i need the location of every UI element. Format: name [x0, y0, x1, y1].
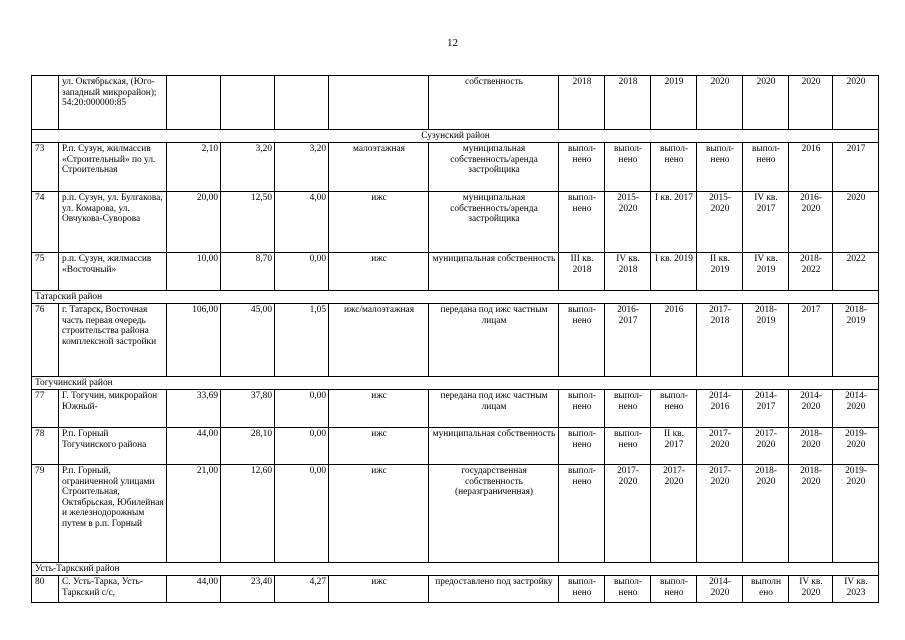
term-cell: 2018: [559, 76, 605, 130]
value-cell: [275, 76, 329, 130]
term-cell: I кв. 2019: [651, 253, 697, 291]
term-cell: 2020: [789, 76, 833, 130]
value-cell: 12,50: [221, 192, 275, 253]
ownership-cell: передана под ижс частным лицам: [429, 304, 559, 377]
term-cell: 2018-2020: [789, 428, 833, 465]
term-cell: 2018-2022: [789, 253, 833, 291]
term-cell: 2017: [833, 143, 879, 192]
land-plots-table: [31, 75, 879, 603]
area-cell: 44,00: [167, 576, 221, 603]
term-cell: выпол-нено: [605, 390, 651, 428]
region-name: Сузунский район: [32, 130, 879, 143]
type-cell: ижс/малоэтажная: [329, 304, 429, 377]
region-row: [32, 377, 879, 390]
row-number-cell: 77: [32, 390, 59, 428]
term-cell: 2017-2020: [651, 465, 697, 563]
term-cell: выпол-нено: [605, 428, 651, 465]
term-cell: 2017-2020: [605, 465, 651, 563]
term-cell: выпол-нено: [559, 428, 605, 465]
value-cell: 0,00: [275, 253, 329, 291]
region-row: [32, 563, 879, 576]
type-cell: ижс: [329, 465, 429, 563]
table-row: [32, 304, 879, 377]
term-cell: 2018-2020: [789, 465, 833, 563]
ownership-cell: предоставлено под застройку: [429, 576, 559, 603]
ownership-cell: передана под ижс частным лицам: [429, 390, 559, 428]
type-cell: ижс: [329, 428, 429, 465]
object-cell: С. Усть-Тарка, Усть-Таркский с/с,: [59, 576, 167, 603]
term-cell: 2017-2020: [697, 465, 743, 563]
object-cell: Р.п. Сузун, жилмассив «Строительный» по ул. Строительная: [59, 143, 167, 192]
area-cell: 20,00: [167, 192, 221, 253]
term-cell: 2017: [789, 304, 833, 377]
type-cell: ижс: [329, 253, 429, 291]
table-row: [32, 428, 879, 465]
type-cell: малоэтажная: [329, 143, 429, 192]
ownership-cell: собственность: [429, 76, 559, 130]
term-cell: 2019-2020: [833, 465, 879, 563]
term-cell: выпол-нено: [559, 304, 605, 377]
term-cell: 2020: [743, 76, 789, 130]
term-cell: 2014-2020: [833, 390, 879, 428]
row-number-cell: 75: [32, 253, 59, 291]
region-name: Усть-Таркский район: [32, 563, 879, 576]
object-cell: Г. Тогучин, микрорайон Южный-: [59, 390, 167, 428]
term-cell: II кв. 2017: [651, 428, 697, 465]
value-cell: 0,00: [275, 428, 329, 465]
term-cell: выпол-нено: [651, 576, 697, 603]
area-cell: 2,10: [167, 143, 221, 192]
term-cell: выпол-нено: [743, 143, 789, 192]
row-number-cell: [32, 76, 59, 130]
row-number-cell: 73: [32, 143, 59, 192]
term-cell: 2017-2018: [697, 304, 743, 377]
term-cell: 2014-2017: [743, 390, 789, 428]
term-cell: выпол-нено: [559, 465, 605, 563]
term-cell: I кв. 2017: [651, 192, 697, 253]
value-cell: 45,00: [221, 304, 275, 377]
term-cell: 2016: [789, 143, 833, 192]
region-name: Тогучинский район: [32, 377, 879, 390]
area-cell: 44,00: [167, 428, 221, 465]
region-name: Татарский район: [32, 291, 879, 304]
term-cell: 2020: [833, 192, 879, 253]
term-cell: IV кв. 2017: [743, 192, 789, 253]
object-cell: Р.п. Горный, ограниченной улицами Строительная, Октябрьская, Юбилейная и железнодорожным путем в р.п. Горный: [59, 465, 167, 563]
type-cell: ижс: [329, 192, 429, 253]
value-cell: 0,00: [275, 465, 329, 563]
term-cell: выпол-нено: [559, 390, 605, 428]
term-cell: IV кв. 2023: [833, 576, 879, 603]
value-cell: 37,80: [221, 390, 275, 428]
table-body: [32, 76, 879, 603]
table-row: [32, 143, 879, 192]
ownership-cell: муниципальная собственность: [429, 253, 559, 291]
term-cell: IV кв. 2019: [743, 253, 789, 291]
term-cell: IV кв. 2020: [789, 576, 833, 603]
term-cell: выпол-нено: [559, 192, 605, 253]
row-number-cell: 74: [32, 192, 59, 253]
row-number-cell: 80: [32, 576, 59, 603]
term-cell: 2018-2019: [833, 304, 879, 377]
term-cell: 2015-2020: [605, 192, 651, 253]
term-cell: выпол-нено: [559, 143, 605, 192]
object-cell: Р.п. Горный Тогучинского района: [59, 428, 167, 465]
term-cell: 2016: [651, 304, 697, 377]
value-cell: 23,40: [221, 576, 275, 603]
table-row: [32, 76, 879, 130]
row-number-cell: 78: [32, 428, 59, 465]
ownership-cell: государственная собственность (неразграниченная): [429, 465, 559, 563]
type-cell: [329, 76, 429, 130]
table-row: [32, 390, 879, 428]
term-cell: выпол-нено: [559, 576, 605, 603]
term-cell: выпол-нено: [605, 576, 651, 603]
term-cell: выпол-нено: [605, 143, 651, 192]
term-cell: 2014-2020: [697, 576, 743, 603]
row-number-cell: 76: [32, 304, 59, 377]
type-cell: ижс: [329, 576, 429, 603]
term-cell: 2019-2020: [833, 428, 879, 465]
value-cell: 3,20: [275, 143, 329, 192]
term-cell: 2015-2020: [697, 192, 743, 253]
value-cell: 4,27: [275, 576, 329, 603]
term-cell: III кв. 2018: [559, 253, 605, 291]
object-cell: ул. Октябрьская, (Юго-западный микрорайон); 54:20:000000:85: [59, 76, 167, 130]
term-cell: 2020: [697, 76, 743, 130]
ownership-cell: муниципальная собственность/аренда застройщика: [429, 143, 559, 192]
term-cell: 2014-2016: [697, 390, 743, 428]
value-cell: 1,05: [275, 304, 329, 377]
ownership-cell: муниципальная собственность/аренда застройщика: [429, 192, 559, 253]
term-cell: 2019: [651, 76, 697, 130]
value-cell: 3,20: [221, 143, 275, 192]
area-cell: 106,00: [167, 304, 221, 377]
object-cell: р.п. Сузун, ул. Булгакова, ул. Комарова, ул. Овчукова-Суворова: [59, 192, 167, 253]
area-cell: 10,00: [167, 253, 221, 291]
term-cell: 2018: [605, 76, 651, 130]
term-cell: выпол-нено: [697, 143, 743, 192]
term-cell: 2018-2019: [743, 304, 789, 377]
region-row: [32, 291, 879, 304]
page-number: 12: [447, 37, 458, 49]
term-cell: выполн ено: [743, 576, 789, 603]
table-row: [32, 253, 879, 291]
value-cell: 28,10: [221, 428, 275, 465]
term-cell: 2016-2017: [605, 304, 651, 377]
term-cell: 2017-2020: [697, 428, 743, 465]
term-cell: выпол-нено: [651, 143, 697, 192]
area-cell: 33,69: [167, 390, 221, 428]
type-cell: ижс: [329, 390, 429, 428]
term-cell: II кв. 2019: [697, 253, 743, 291]
term-cell: 2022: [833, 253, 879, 291]
value-cell: 4,00: [275, 192, 329, 253]
table-row: [32, 576, 879, 603]
area-cell: [167, 76, 221, 130]
value-cell: 0,00: [275, 390, 329, 428]
area-cell: 21,00: [167, 465, 221, 563]
term-cell: выпол-нено: [651, 390, 697, 428]
term-cell: 2018-2020: [743, 465, 789, 563]
term-cell: 2016-2020: [789, 192, 833, 253]
value-cell: [221, 76, 275, 130]
object-cell: р.п. Сузун, жилмассив «Восточный»: [59, 253, 167, 291]
ownership-cell: муниципальная собственность: [429, 428, 559, 465]
row-number-cell: 79: [32, 465, 59, 563]
region-row: [32, 130, 879, 143]
term-cell: 2020: [833, 76, 879, 130]
term-cell: 2017-2020: [743, 428, 789, 465]
table-row: [32, 192, 879, 253]
object-cell: г. Татарск, Восточная часть первая очередь строительства района комплексной застройки: [59, 304, 167, 377]
term-cell: 2014-2020: [789, 390, 833, 428]
value-cell: 12,60: [221, 465, 275, 563]
value-cell: 8,70: [221, 253, 275, 291]
term-cell: IV кв. 2018: [605, 253, 651, 291]
table-row: [32, 465, 879, 563]
